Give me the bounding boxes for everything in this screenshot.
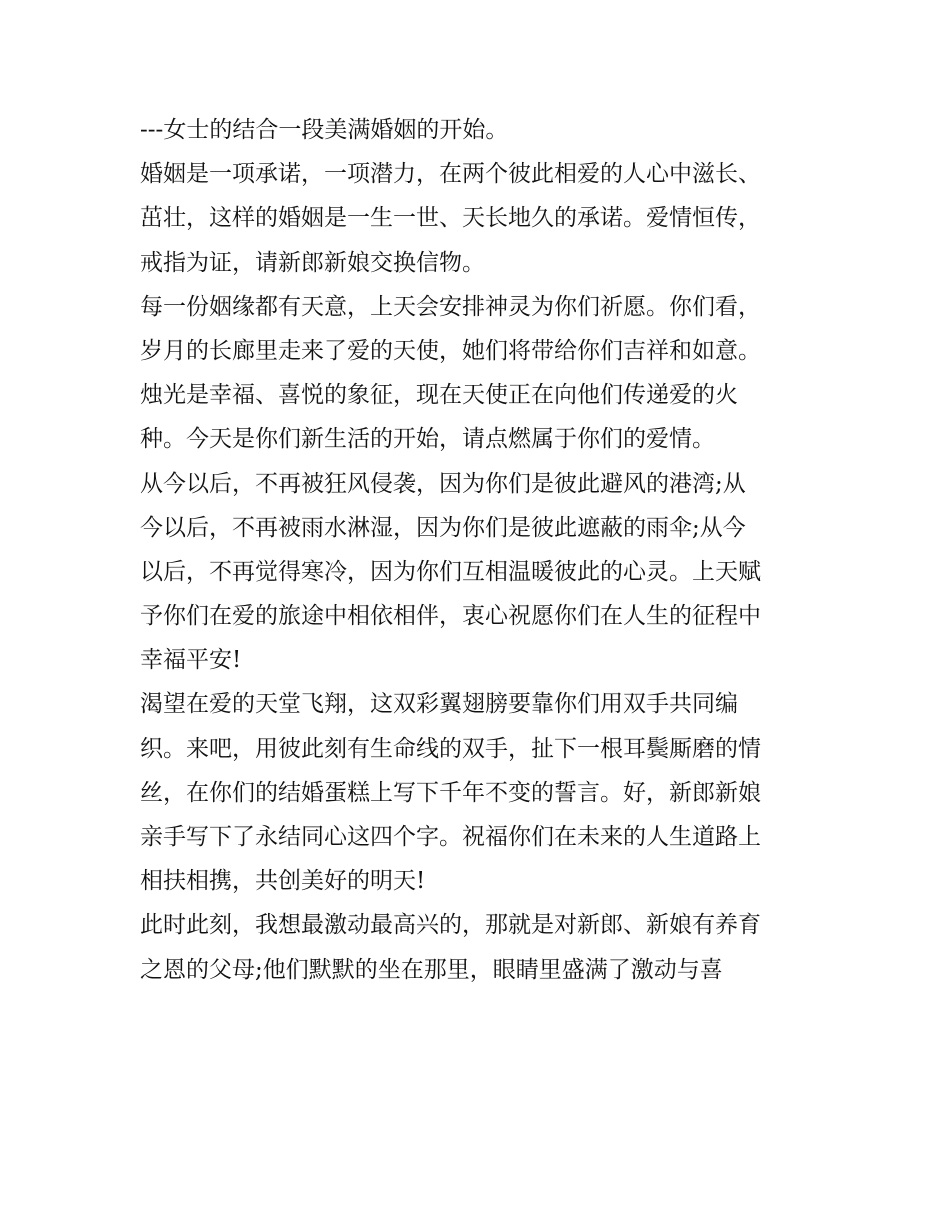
- text-line: 茁壮，这样的婚姻是一生一世、天长地久的承诺。爱情恒传，: [140, 205, 761, 232]
- text-line: 丝，在你们的结婚蛋糕上写下千年不变的誓言。好，新郎新娘: [140, 779, 761, 806]
- text-line: 以后，不再觉得寒冷，因为你们互相温暖彼此的心灵。上天赋: [140, 558, 761, 585]
- text-line: 烛光是幸福、喜悦的象征，现在天使正在向他们传递爱的火: [140, 382, 738, 409]
- text-line: 幸福平安!: [140, 647, 242, 674]
- text-line: 予你们在爱的旅途中相依相伴，衷心祝愿你们在人生的征程中: [140, 603, 761, 630]
- text-line: 婚姻是一项承诺，一项潜力，在两个彼此相爱的人心中滋长、: [140, 161, 761, 188]
- text-line: 种。今天是你们新生活的开始，请点燃属于你们的爱情。: [140, 426, 715, 453]
- text-line: ---女士的结合一段美满婚姻的开始。: [140, 117, 509, 143]
- text-line: 戒指为证，请新郎新娘交换信物。: [140, 249, 485, 276]
- text-line: 岁月的长廊里走来了爱的天使，她们将带给你们吉祥和如意。: [140, 337, 761, 364]
- text-line: 渴望在爱的天堂飞翔，这双彩翼翅膀要靠你们用双手共同编: [140, 691, 738, 718]
- text-line: 亲手写下了永结同心这四个字。祝福你们在未来的人生道路上: [140, 824, 761, 850]
- body-text: [140, 108, 820, 992]
- text-line: 相扶相携，共创美好的明天!: [140, 868, 426, 895]
- text-line: 每一份姻缘都有天意，上天会安排神灵为你们祈愿。你们看，: [140, 293, 761, 320]
- text-line: 从今以后，不再被狂风侵袭，因为你们是彼此避风的港湾;从: [140, 470, 746, 497]
- text-line: 今以后，不再被雨水淋湿，因为你们是彼此遮蔽的雨伞;从今: [140, 514, 746, 541]
- text-line: 织。来吧，用彼此刻有生命线的双手，扯下一根耳鬓厮磨的情: [140, 735, 761, 762]
- text-line: 此时此刻，我想最激动最高兴的，那就是对新郎、新娘有养育: [140, 912, 761, 939]
- text-line: 之恩的父母;他们默默的坐在那里，眼睛里盛满了激动与喜: [140, 956, 723, 983]
